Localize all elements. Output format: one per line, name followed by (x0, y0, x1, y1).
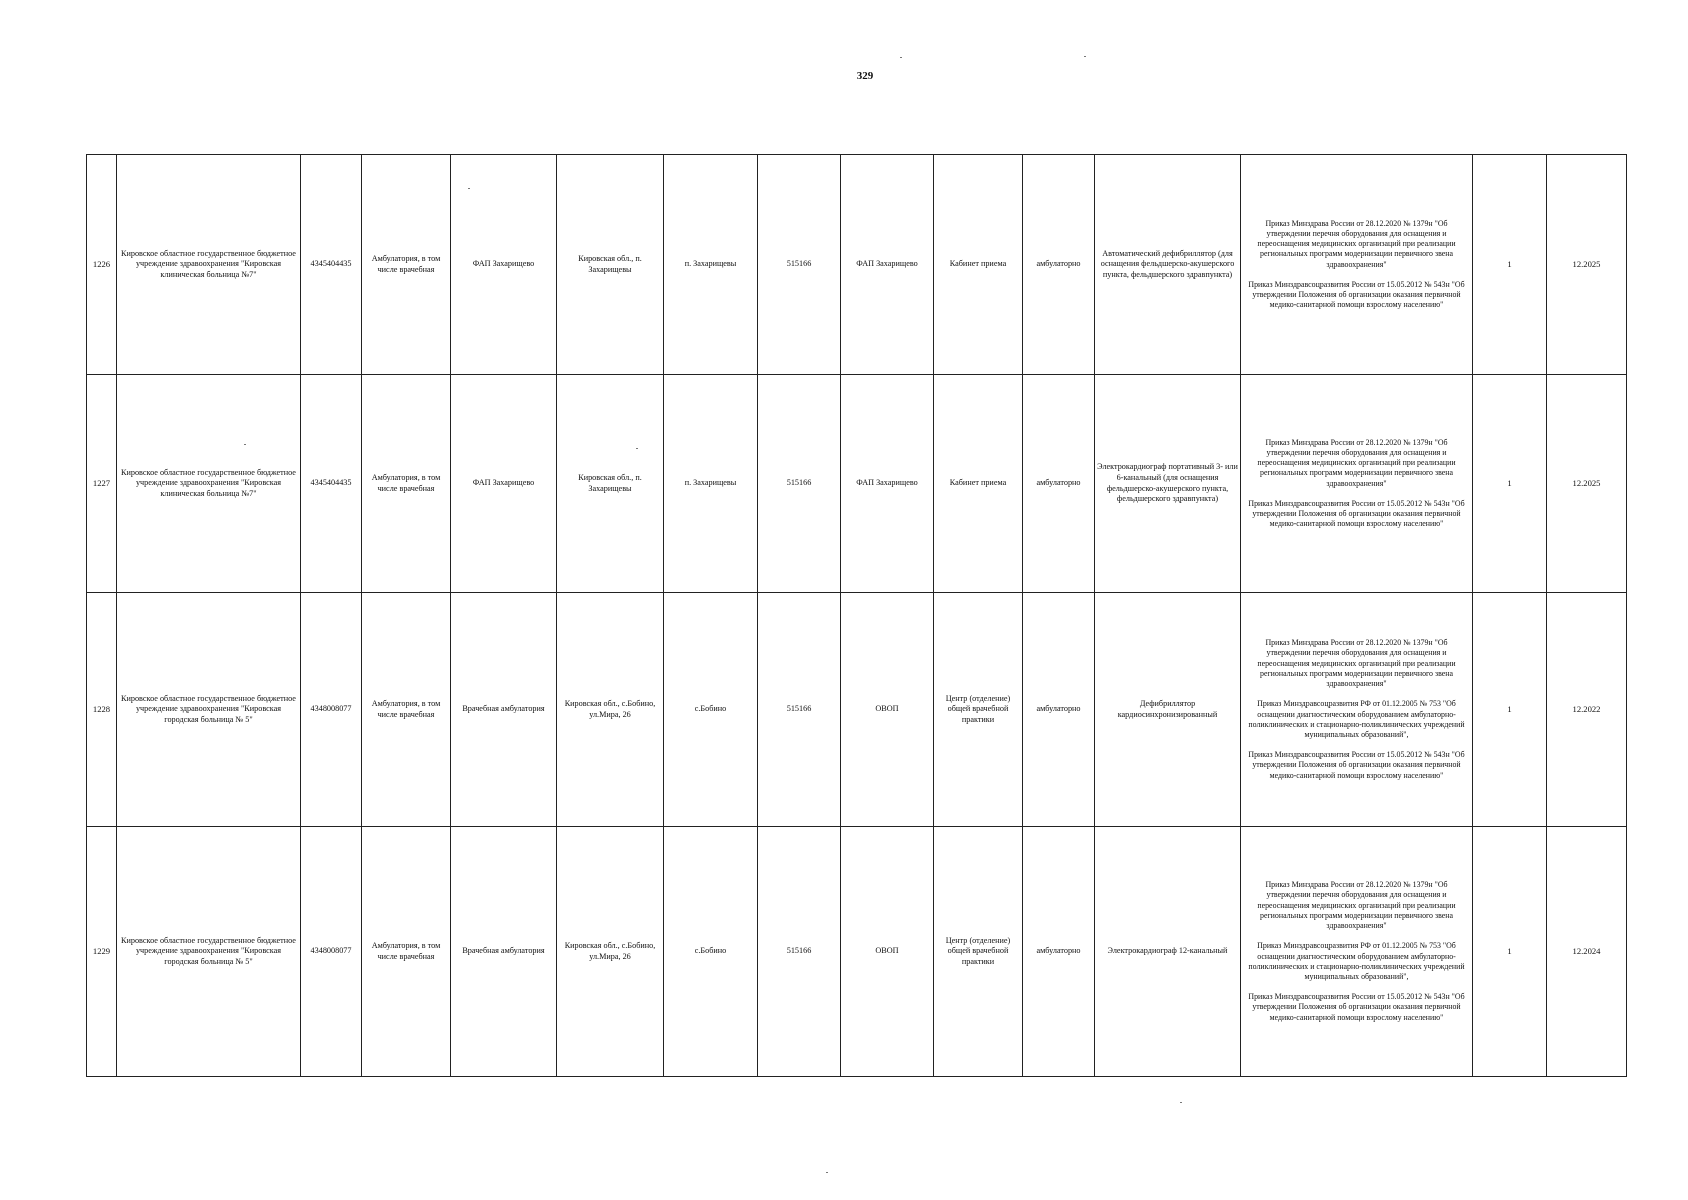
document-reference: Приказ Минздравсоцразвития России от 15.05.2012 № 543н "Об утверждении Положения об организации оказания первичной медико-санитарной помощи взрослому населению" (1248, 279, 1465, 310)
regulatory-documents (1241, 593, 1473, 827)
facility-type: Амбулатория, в том числе врачебная (362, 827, 451, 1077)
locality: с.Бобино (664, 827, 758, 1077)
organization-name: Кировское областное государственное бюджетное учреждение здравоохранения "Кировская городская больница № 5" (117, 593, 301, 827)
document-reference: Приказ Минздравсоцразвития РФ от 01.12.2005 № 753 "Об оснащении диагностическим оборудованием амбулаторно-поликлинических и стационарно-поликлинических учреждений муниципальных образований", (1248, 699, 1465, 739)
code: 515166 (758, 827, 841, 1077)
scan-speck (468, 188, 470, 189)
equipment-name: Автоматический дефибриллятор (для оснащения фельдшерско-акушерского пункта, фельдшерского здравпункта) (1095, 155, 1241, 375)
delivery-date: 12.2025 (1547, 155, 1627, 375)
subunit: ФАП Захарищево (841, 375, 934, 593)
table-row (87, 155, 1627, 375)
room: Кабинет приема (934, 375, 1023, 593)
structural-unit: ФАП Захарищево (451, 375, 557, 593)
document-reference: Приказ Минздравсоцразвития РФ от 01.12.2005 № 753 "Об оснащении диагностическим оборудованием амбулаторно-поликлинических и стационарно-поликлинических учреждений муниципальных образований", (1248, 941, 1465, 981)
room: Центр (отделение) общей врачебной практики (934, 593, 1023, 827)
table-row (87, 593, 1627, 827)
quantity: 1 (1473, 155, 1547, 375)
inn: 4345404435 (301, 375, 362, 593)
table-row (87, 827, 1627, 1077)
document-reference: Приказ Минздравсоцразвития России от 15.05.2012 № 543н "Об утверждении Положения об организации оказания первичной медико-санитарной помощи взрослому населению" (1248, 750, 1465, 780)
row-number: 1229 (87, 827, 117, 1077)
table-row (87, 375, 1627, 593)
locality: п. Захарищевы (664, 155, 758, 375)
subunit: ОВОП (841, 593, 934, 827)
scan-speck (244, 444, 246, 445)
locality: п. Захарищевы (664, 375, 758, 593)
document-reference: Приказ Минздрава России от 28.12.2020 № 1379н "Об утверждении перечня оборудования для оснащения и переоснащения медицинских организаций при реализации региональных программ модернизации первичного звена здравоохранения" (1257, 880, 1456, 931)
structural-unit: ФАП Захарищево (451, 155, 557, 375)
equipment-name: Электрокардиограф 12-канальный (1095, 827, 1241, 1077)
organization-name: Кировское областное государственное бюджетное учреждение здравоохранения "Кировская клиническая больница №7" (117, 155, 301, 375)
organization-name: Кировское областное государственное бюджетное учреждение здравоохранения "Кировская клиническая больница №7" (117, 375, 301, 593)
facility-type: Амбулатория, в том числе врачебная (362, 375, 451, 593)
regulatory-documents (1241, 827, 1473, 1077)
quantity: 1 (1473, 593, 1547, 827)
equipment-name: Дефибриллятор кардиосинхронизированный (1095, 593, 1241, 827)
subunit: ОВОП (841, 827, 934, 1077)
subunit: ФАП Захарищево (841, 155, 934, 375)
document-reference: Приказ Минздрава России от 28.12.2020 № 1379н "Об утверждении перечня оборудования для оснащения и переоснащения медицинских организаций при реализации региональных программ модернизации первичного звена здравоохранения" (1257, 638, 1456, 689)
address: Кировская обл., п. Захарищевы (557, 155, 664, 375)
inn: 4348008077 (301, 827, 362, 1077)
address: Кировская обл., с.Бобино, ул.Мира, 26 (557, 827, 664, 1077)
row-number: 1226 (87, 155, 117, 375)
room: Кабинет приема (934, 155, 1023, 375)
document-reference: Приказ Минздравсоцразвития России от 15.05.2012 № 543н "Об утверждении Положения об организации оказания первичной медико-санитарной помощи взрослому населению" (1248, 498, 1465, 529)
quantity: 1 (1473, 827, 1547, 1077)
care-mode: амбулаторно (1023, 827, 1095, 1077)
structural-unit: Врачебная амбулатория (451, 593, 557, 827)
regulatory-documents (1241, 375, 1473, 593)
care-mode: амбулаторно (1023, 593, 1095, 827)
row-number: 1227 (87, 375, 117, 593)
code: 515166 (758, 593, 841, 827)
scan-speck (900, 57, 902, 58)
equipment-register-table (86, 154, 1627, 1077)
delivery-date: 12.2025 (1547, 375, 1627, 593)
document-reference: Приказ Минздравсоцразвития России от 15.05.2012 № 543н "Об утверждении Положения об организации оказания первичной медико-санитарной помощи взрослому населению" (1248, 992, 1465, 1022)
address: Кировская обл., с.Бобино, ул.Мира, 26 (557, 593, 664, 827)
code: 515166 (758, 375, 841, 593)
equipment-name: Электрокардиограф портативный 3- или 6-канальный (для оснащения фельдшерско-акушерского пункта, фельдшерского здравпункта) (1095, 375, 1241, 593)
document-reference: Приказ Минздрава России от 28.12.2020 № 1379н "Об утверждении перечня оборудования для оснащения и переоснащения медицинских организаций при реализации региональных программ модернизации первичного звена здравоохранения" (1257, 437, 1456, 488)
scan-speck (826, 1172, 828, 1173)
page-number: 329 (856, 70, 874, 82)
facility-type: Амбулатория, в том числе врачебная (362, 593, 451, 827)
scan-speck (1084, 56, 1086, 57)
structural-unit: Врачебная амбулатория (451, 827, 557, 1077)
facility-type: Амбулатория, в том числе врачебная (362, 155, 451, 375)
quantity: 1 (1473, 375, 1547, 593)
locality: с.Бобино (664, 593, 758, 827)
organization-name: Кировское областное государственное бюджетное учреждение здравоохранения "Кировская городская больница № 5" (117, 827, 301, 1077)
scan-speck (1180, 1102, 1182, 1103)
inn: 4345404435 (301, 155, 362, 375)
room: Центр (отделение) общей врачебной практики (934, 827, 1023, 1077)
care-mode: амбулаторно (1023, 155, 1095, 375)
care-mode: амбулаторно (1023, 375, 1095, 593)
regulatory-documents (1241, 155, 1473, 375)
code: 515166 (758, 155, 841, 375)
inn: 4348008077 (301, 593, 362, 827)
delivery-date: 12.2022 (1547, 593, 1627, 827)
document-reference: Приказ Минздрава России от 28.12.2020 № 1379н "Об утверждении перечня оборудования для оснащения и переоснащения медицинских организаций при реализации региональных программ модернизации первичного звена здравоохранения" (1257, 218, 1456, 269)
row-number: 1228 (87, 593, 117, 827)
address: Кировская обл., п. Захарищевы (557, 375, 664, 593)
delivery-date: 12.2024 (1547, 827, 1627, 1077)
scan-speck (636, 448, 638, 449)
